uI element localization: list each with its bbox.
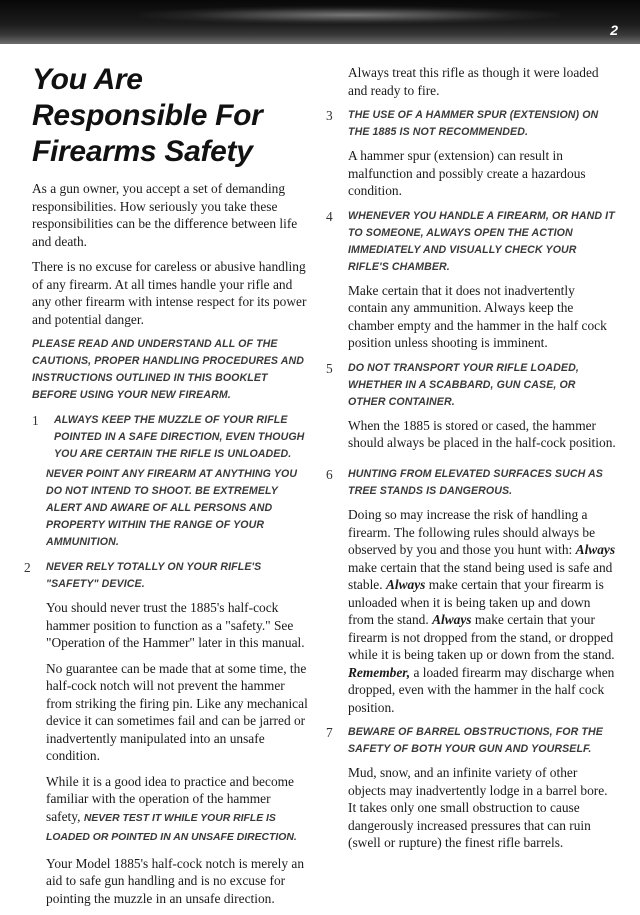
safety-rule-2	[24, 559, 308, 593]
emphasis: Always	[432, 612, 472, 627]
rule-1-caps-continuation: NEVER POINT ANY FIREARM AT ANYTHING YOU DO NOT INTEND TO SHOOT. BE EXTREMELY ALERT AND AWARE OF ALL PERSONS AND PROPERTY WITHIN THE RANGE OF YOUR AMMUNITION.	[46, 468, 298, 548]
header-sheen	[140, 6, 560, 24]
right-column-top	[326, 64, 616, 460]
page-title	[32, 62, 310, 170]
right-column-bottom	[326, 466, 616, 860]
rule-number: 2	[24, 560, 31, 575]
page-header-band	[0, 0, 640, 44]
title-line-3: Firearms Safety	[32, 135, 253, 168]
left-column-bottom	[24, 466, 308, 915]
rule-number: 5	[326, 360, 333, 376]
text-run: make certain that your firearm is not dropped from the stand, or dropped while it is being taken up or down from the stand.	[348, 612, 615, 662]
rule-1-continuation: Always treat this rifle as though it were loaded and ready to fire.	[348, 65, 599, 98]
rule-number: 7	[326, 725, 333, 740]
emphasis: Always	[385, 577, 426, 592]
page-number: 2	[610, 22, 618, 38]
rule-number: 4	[326, 208, 333, 224]
rule-heading: ALWAYS KEEP THE MUZZLE OF YOUR RIFLE POINTED IN A SAFE DIRECTION, EVEN THOUGH YOU ARE CERTAIN THE RIFLE IS UNLOADED.	[54, 414, 305, 460]
read-notice: PLEASE READ AND UNDERSTAND ALL OF THE CAUTIONS, PROPER HANDLING PROCEDURES AND INSTRUCTIONS OUTLINED IN THIS BOOKLET BEFORE USING YOUR NEW FIREARM.	[32, 338, 304, 401]
text-run: make certain that your firearm is unloaded when it is being taken up and down from the stand.	[348, 577, 604, 627]
rule-3-body: A hammer spur (extension) can result in malfunction and possibly create a hazardous condition.	[348, 148, 586, 198]
text-run: a loaded firearm may discharge when dropped, even with the hammer in the half cock position.	[348, 664, 615, 715]
rule-heading: WHENEVER YOU HANDLE A FIREARM, OR HAND IT TO SOMEONE, ALWAYS OPEN THE ACTION IMMEDIATELY AND VISUALLY CHECK YOUR RIFLE'S CHAMBER.	[348, 209, 615, 273]
rule-heading: THE USE OF A HAMMER SPUR (EXTENSION) ON THE 1885 IS NOT RECOMMENDED.	[348, 109, 599, 138]
rule-heading: BEWARE OF BARREL OBSTRUCTIONS, FOR THE SAFETY OF BOTH YOUR GUN AND YOURSELF.	[348, 726, 603, 755]
rule-heading: NEVER RELY TOTALLY ON YOUR RIFLE'S "SAFETY" DEVICE.	[46, 561, 262, 590]
safety-rule-3	[326, 107, 616, 141]
rule-2-paragraph-1: You should never trust the 1885's half-cock hammer position to function as a "safety." See "Operation of the Hammer" later in this manual.	[46, 600, 305, 650]
rule-4-body: Make certain that it does not inadvertently contain any ammunition. Always keep the chamber empty and the hammer in the half cock position unless shooting is imminent.	[348, 282, 607, 350]
safety-rule-6	[326, 466, 616, 500]
emphasis: Remember,	[348, 664, 411, 680]
title-line-1: You Are	[32, 63, 143, 96]
rule-2-paragraph-4: Your Model 1885's half-cock notch is merely an aid to safe gun handling and is no excuse for pointing the muzzle in an unsafe direction.	[46, 855, 305, 906]
title-line-2: Responsible For	[32, 99, 263, 132]
paragraph-warning: NEVER TEST IT WHILE YOUR RIFLE IS LOADED OR POINTED IN AN UNSAFE DIRECTION.	[46, 812, 297, 843]
safety-rule-4	[326, 208, 616, 276]
safety-rule-7	[326, 724, 616, 758]
rule-5-body: When the 1885 is stored or cased, the hammer should always be placed in the half-cock position.	[348, 417, 616, 450]
rule-2-paragraph-2: No guarantee can be made that at some time, the half-cock notch will not prevent the hammer from striking the firing pin. Like any mechanical device it can sometimes fail and can be jarred or inadvertently manipulated into an unsafe condition.	[46, 660, 308, 763]
paragraph-text: While it is a good idea to practice and become familiar with the operation of the hammer safety,	[46, 773, 295, 824]
rule-number: 3	[326, 108, 333, 123]
rule-2-paragraph-3	[24, 773, 308, 847]
text-run: make certain that the stand being used is safe and stable.	[348, 559, 613, 592]
emphasis: Always	[575, 542, 616, 557]
rule-number: 1	[32, 413, 39, 428]
rule-heading: DO NOT TRANSPORT YOUR RIFLE LOADED, WHETHER IN A SCABBARD, GUN CASE, OR OTHER CONTAINER.	[348, 361, 579, 408]
rule-6-body	[326, 506, 616, 716]
safety-rule-1	[32, 412, 310, 463]
safety-rule-5	[326, 360, 616, 411]
no-excuse-paragraph: There is no excuse for careless or abusive handling of any firearm. At all times handle your rifle and any other firearm with intense respect for its power and potential danger.	[32, 259, 307, 327]
intro-paragraph: As a gun owner, you accept a set of demanding responsibilities. How seriously you take these responsibilities can be the difference between life and death.	[32, 181, 298, 249]
rule-number: 6	[326, 467, 333, 482]
left-column-top	[32, 62, 310, 469]
text-run: Doing so may increase the risk of handling a firearm. The following rules should always be observed by you and those you hunt with:	[348, 507, 596, 557]
rule-7-body: Mud, snow, and an infinite variety of other objects may inadvertently lodge in a barrel bore. It takes only one small obstruction to cause dangerously increased pressures that can ruin (swell or rupture) the finest rifle barrels.	[348, 765, 608, 850]
rule-heading: HUNTING FROM ELEVATED SURFACES SUCH AS TREE STANDS IS DANGEROUS.	[348, 468, 603, 497]
